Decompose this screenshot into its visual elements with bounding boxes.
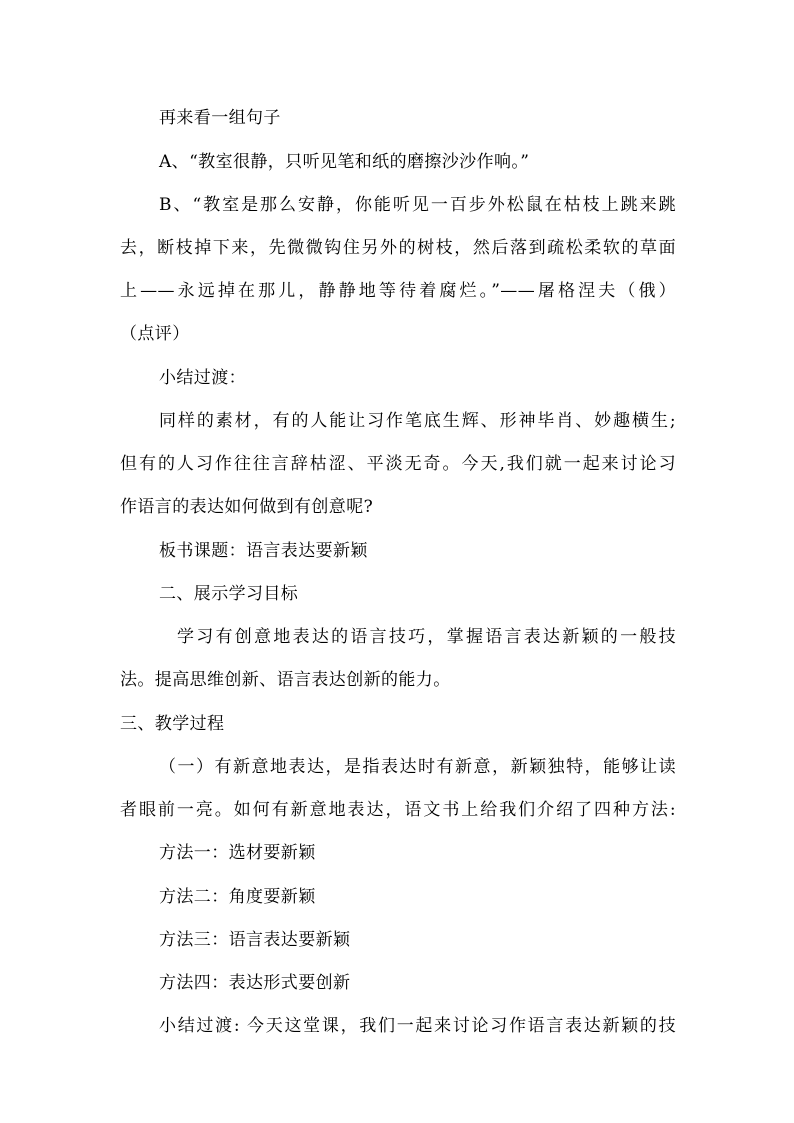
example-b-line-1: B、“教室是那么安静，你能听见一百步外松鼠在枯枝上跳来跳 [159, 195, 676, 215]
process-paragraph-line-2: 者眼前一亮。如何有新意地表达，语文书上给我们介绍了四种方法: [120, 800, 676, 820]
method-four-line: 方法四：表达形式要创新 [159, 973, 351, 993]
learning-goal-line-2: 法。提高思维创新、语言表达创新的能力。 [120, 670, 451, 690]
example-b-line-3: 上——永远掉在那儿，静静地等待着腐烂。”——屠格涅夫（俄） [120, 281, 676, 301]
section-two-heading: 二、展示学习目标 [159, 584, 299, 604]
section-three-heading: 三、教学过程 [120, 714, 225, 734]
transition-heading: 小结过渡： [159, 368, 246, 388]
process-paragraph-line-1: （一）有新意地表达，是指表达时有新意，新颖独特，能够让读 [159, 757, 676, 777]
method-three-line: 方法三：语言表达要新颖 [159, 930, 351, 950]
comment-line: （点评） [120, 324, 190, 344]
method-two-line: 方法二：角度要新颖 [159, 887, 316, 907]
learning-goal-line-1: 学习有创意地表达的语言技巧，掌握语言表达新颖的一般技 [177, 627, 676, 647]
example-a-line: A、“教室很静，只听见笔和纸的磨擦沙沙作响。” [159, 152, 530, 172]
board-topic-line: 板书课题：语言表达要新颖 [159, 541, 368, 561]
intro-sentence-line: 再来看一组句子 [159, 108, 281, 128]
transition-paragraph-line-3: 作语言的表达如何做到有创意呢? [120, 497, 374, 517]
transition-paragraph-line-1: 同样的素材，有的人能让习作笔底生辉、形神毕肖、妙趣横生; [159, 411, 676, 431]
method-one-line: 方法一：选材要新颖 [159, 843, 316, 863]
transition-paragraph-line-2: 但有的人习作往往言辞枯涩、平淡无奇。今天,我们就一起来讨论习 [120, 454, 676, 474]
closing-transition-line: 小结过渡: 今天这堂课，我们一起来讨论习作语言表达新颖的技 [159, 1016, 676, 1036]
example-b-line-2: 去，断枝掉下来，先微微钩住另外的树枝，然后落到疏松柔软的草面 [120, 238, 676, 258]
